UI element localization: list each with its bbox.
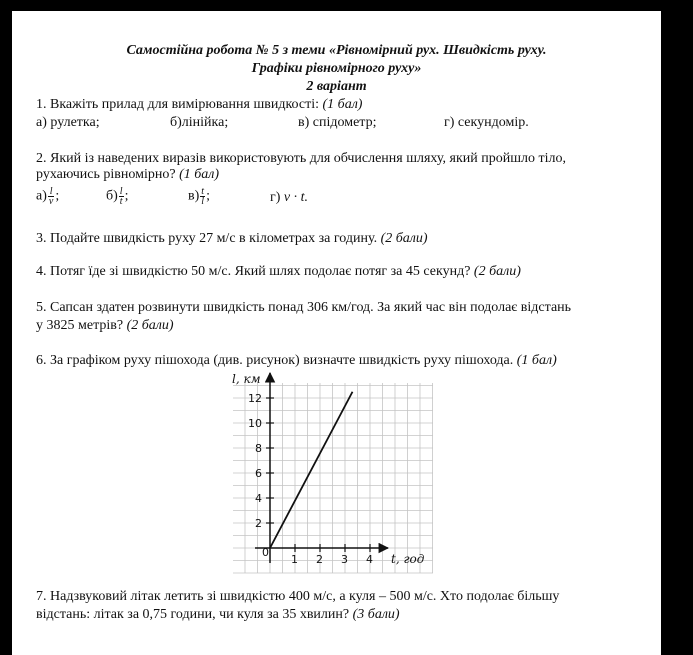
question-5-text-cont: у 3825 метрів? [36, 318, 124, 333]
question-3-points: (2 бали) [380, 231, 428, 246]
question-4-text: 4. Потяг їде зі швидкістю 50 м/с. Який шлях подолає потяг за 45 секунд? [36, 264, 471, 279]
x-tick-label: 2 [316, 553, 323, 566]
y-tick-label: 12 [248, 392, 262, 405]
question-1-option-a: а) рулетка; [36, 115, 100, 130]
x-axis-label: t, год [391, 552, 425, 566]
axis-ticks [248, 392, 373, 566]
question-6-text: 6. За графіком руху пішохода (див. рисунок) визначте швидкість руху пішохода. [36, 353, 514, 368]
origin-label: 0 [262, 546, 269, 559]
y-tick-label: 6 [255, 467, 262, 480]
question-7-text-cont: відстань: літак за 0,75 години, чи куля за 35 хвилин? [36, 607, 350, 622]
y-tick-label: 2 [255, 517, 262, 530]
question-7-points: (3 бали) [352, 607, 400, 622]
question-2-option-a: а) $\frac{l}{v}$ ; [36, 186, 60, 207]
x-tick-label: 3 [341, 553, 348, 566]
question-1-option-c: в) спідометр; [298, 115, 377, 130]
y-tick-label: 10 [248, 417, 262, 430]
y-axis-label: l, км [232, 372, 261, 386]
question-1-option-b: б)лінійка; [170, 115, 229, 130]
x-tick-label: 1 [291, 553, 298, 566]
worksheet-variant: 2 варіант [306, 79, 367, 94]
question-7-text: 7. Надзвуковий літак летить зі швидкістю 400 м/с, а куля – 500 м/с. Хто подолає більшу [36, 589, 560, 604]
question-4-points: (2 бали) [473, 264, 521, 279]
question-3-text: 3. Подайте швидкість руху 27 м/с в кілометрах за годину. [36, 231, 378, 246]
worksheet-title: Самостійна робота № 5 з теми «Рівномірний рух. Швидкість руху. [126, 43, 547, 58]
question-2-option-c: в) $\frac{t}{l}$ ; [188, 186, 210, 207]
chart-grid [233, 383, 433, 573]
question-2-option-b: б) $\frac{l}{t}$ ; [106, 186, 129, 207]
y-tick-label: 4 [255, 492, 262, 505]
question-2-text: 2. Який із наведених виразів використовують для обчислення шляху, який пройшло тіло, [36, 151, 566, 166]
question-6-points: (1 бал) [516, 353, 557, 368]
question-2-option-d: г) v · t. [270, 190, 309, 205]
question-5-points: (2 бали) [126, 318, 174, 333]
question-1-option-d: г) секундомір. [444, 115, 529, 130]
y-tick-label: 8 [255, 442, 262, 455]
question-1-text: 1. Вкажіть прилад для вимірювання швидкості: [36, 97, 319, 112]
x-tick-label: 4 [366, 553, 373, 566]
question-2-points: (1 бал) [179, 167, 220, 182]
question-2-text-cont: рухаючись рівномірно? [36, 167, 176, 182]
worksheet-subtitle: Графіки рівномірного руху» [251, 61, 422, 76]
question-1-points: (1 бал) [322, 97, 363, 112]
question-5-text: 5. Сапсан здатен розвинути швидкість понад 306 км/год. За який час він подолає відстань [36, 300, 572, 315]
